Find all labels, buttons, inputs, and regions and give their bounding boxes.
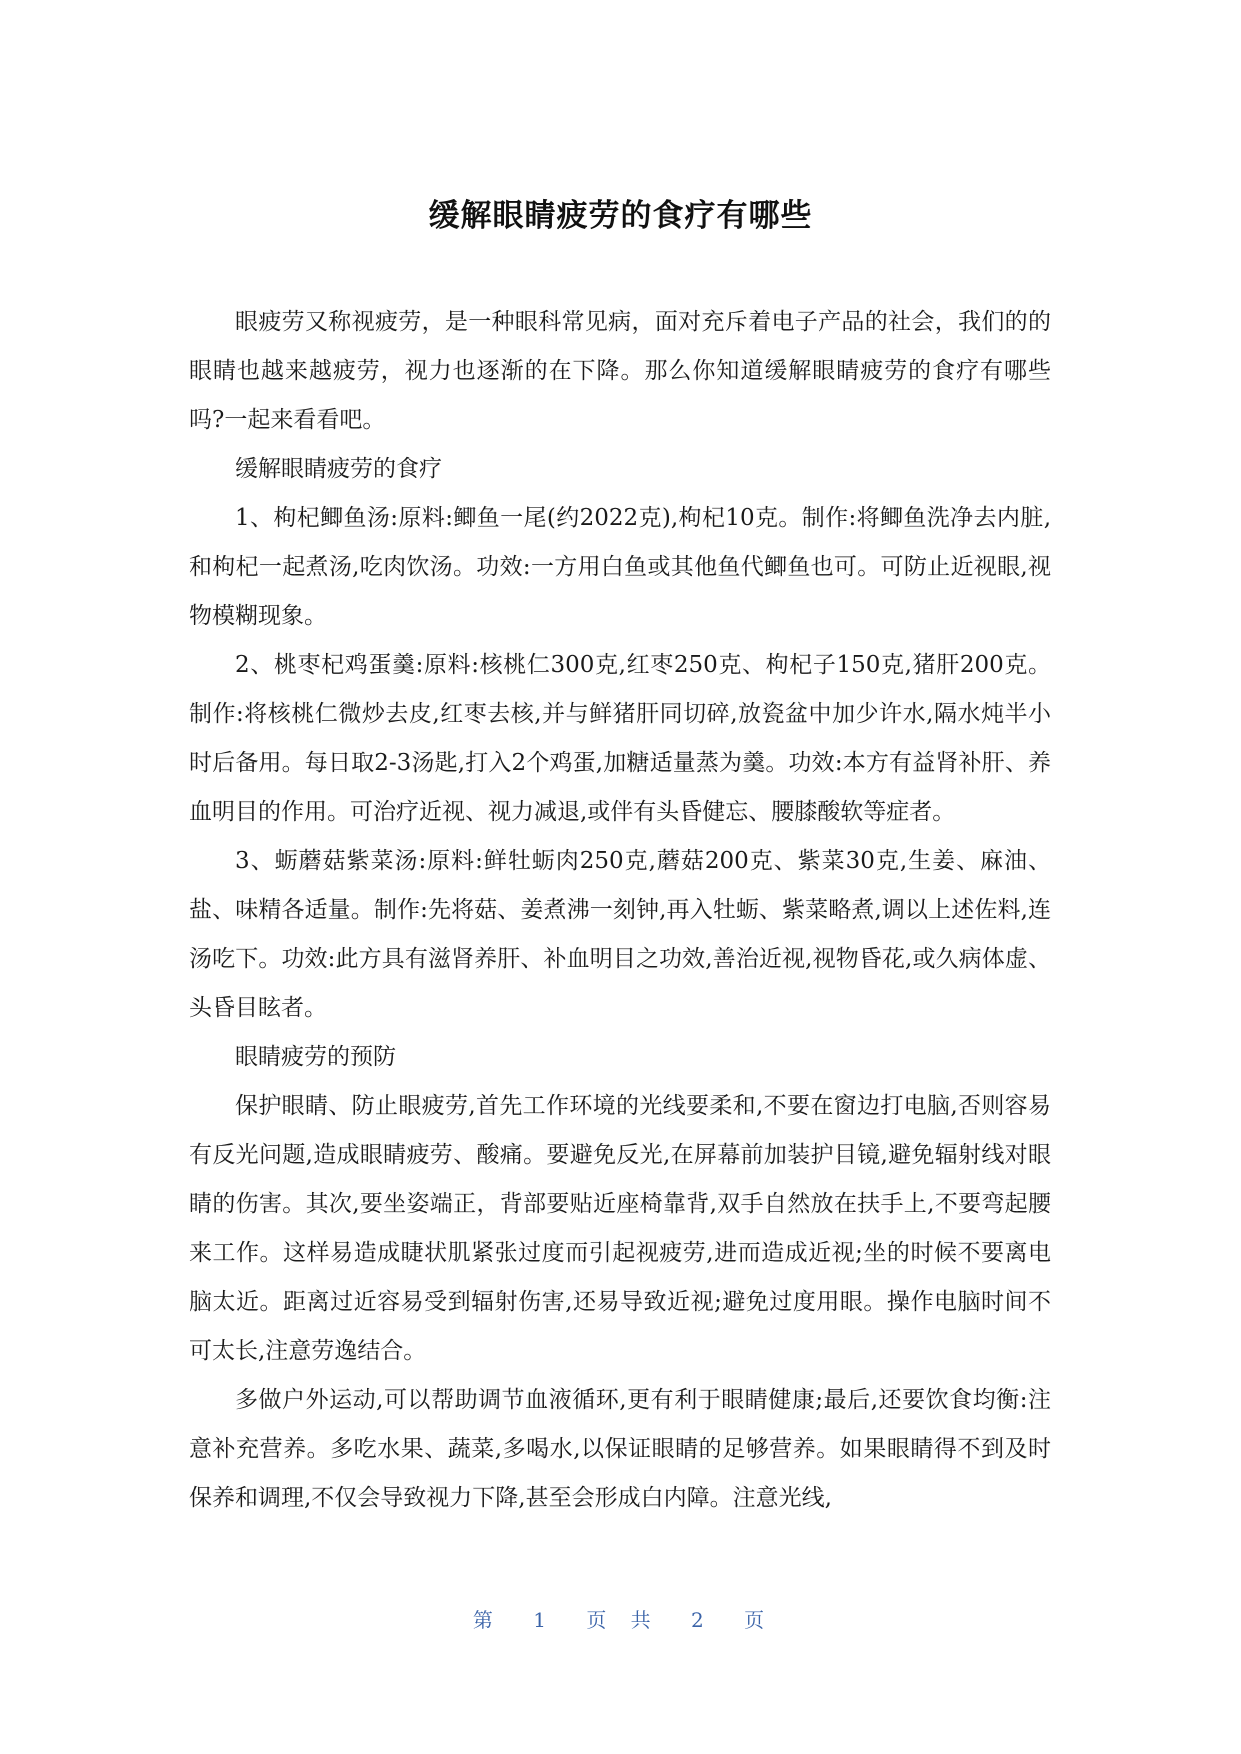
footer-label-pages: 页 [744, 1608, 769, 1632]
footer-total-pages: 2 [691, 1608, 708, 1632]
section-heading-prevention: 眼睛疲劳的预防 [235, 1044, 396, 1070]
footer-label-page: 第 [472, 1608, 497, 1632]
footer-current-page: 1 [533, 1608, 550, 1632]
paragraph-prevention-2: 多做户外运动,可以帮助调节血液循环,更有利于眼睛健康;最后,还要饮食均衡:注意补充营养。多吃水果、蔬菜,多喝水,以保证眼睛的足够营养。如果眼睛得不到及时保养和调理,不仅会导致视力下降,甚至会形成白内障。注意光线, [189, 1387, 1051, 1511]
section-heading-diet: 缓解眼睛疲劳的食疗 [235, 456, 442, 482]
paragraph-intro: 眼疲劳又称视疲劳，是一种眼科常见病，面对充斥着电子产品的社会，我们的的眼睛也越来越疲劳，视力也逐渐的在下降。那么你知道缓解眼睛疲劳的食疗有哪些吗?一起来看看吧。 [189, 309, 1051, 433]
paragraph-prevention-1: 保护眼睛、防止眼疲劳,首先工作环境的光线要柔和,不要在窗边打电脑,否则容易有反光问题,造成眼睛疲劳、酸痛。要避免反光,在屏幕前加装护目镜,避免辐射线对眼睛的伤害。其次,要坐姿端正，背部要贴近座椅靠背,双手自然放在扶手上,不要弯起腰来工作。这样易造成睫状肌紧张过度而引起视疲劳,进而造成近视;坐的时候不要离电脑太近。距离过近容易受到辐射伤害,还易导致近视;避免过度用眼。操作电脑时间不可太长,注意劳逸结合。 [189, 1093, 1051, 1364]
paragraph-recipe-1: 1、枸杞鲫鱼汤:原料:鲫鱼一尾(约2022克),枸杞10克。制作:将鲫鱼洗净去内脏,和枸杞一起煮汤,吃肉饮汤。功效:一方用白鱼或其他鱼代鲫鱼也可。可防止近视眼,视物模糊现象。 [189, 505, 1051, 629]
document-title: 缓解眼睛疲劳的食疗有哪些 [428, 198, 813, 234]
document-body [189, 298, 1051, 1523]
paragraph-recipe-3: 3、蛎蘑菇紫菜汤:原料:鲜牡蛎肉250克,蘑菇200克、紫菜30克,生姜、麻油、盐、味精各适量。制作:先将菇、姜煮沸一刻钟,再入牡蛎、紫菜略煮,调以上述佐料,连汤吃下。功效:此方具有滋肾养肝、补血明目之功效,善治近视,视物昏花,或久病体虚、头昏目眩者。 [189, 848, 1051, 1021]
page-footer [0, 1604, 1241, 1633]
paragraph-recipe-2: 2、桃枣杞鸡蛋羹:原料:核桃仁300克,红枣250克、枸杞子150克,猪肝200克。制作:将核桃仁微炒去皮,红枣去核,并与鲜猪肝同切碎,放瓷盆中加少许水,隔水炖半小时后备用。每日取2-3汤匙,打入2个鸡蛋,加糖适量蒸为羹。功效:本方有益肾补肝、养血明目的作用。可治疗近视、视力减退,或伴有头昏健忘、腰膝酸软等症者。 [189, 652, 1051, 825]
footer-label-of: 页 共 [586, 1608, 655, 1632]
